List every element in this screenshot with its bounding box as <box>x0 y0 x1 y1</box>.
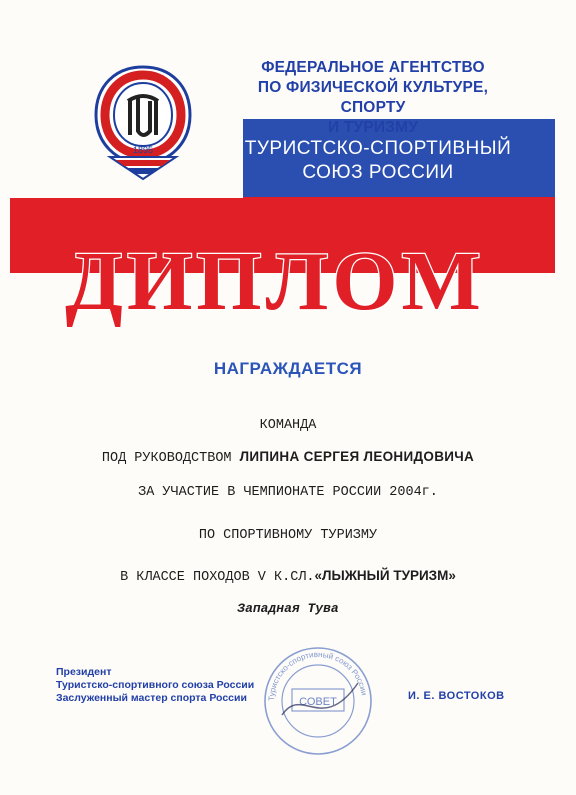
class-line <box>0 568 576 585</box>
class-prefix: В КЛАССЕ ПОХОДОВ V К.СЛ. <box>120 570 315 585</box>
stamp-center-text: СОВЕТ <box>299 696 337 708</box>
logo-year: 1895 <box>132 145 154 155</box>
leader-line <box>0 449 576 466</box>
agency-line: ПО ФИЗИЧЕСКОЙ КУЛЬТУРЕ, СПОРТУ <box>257 79 489 116</box>
awarded-heading: НАГРАЖДАЕТСЯ <box>213 359 363 378</box>
diploma-title-text: ДИПЛОМ <box>65 235 485 328</box>
president-line: Президент <box>56 666 112 678</box>
sport-line: ПО СПОРТИВНОМУ ТУРИЗМУ <box>198 528 378 543</box>
agency-line: И ТУРИЗМУ <box>327 119 419 136</box>
stamp-seal <box>262 645 374 757</box>
union-line: ТУРИСТСКО-СПОРТИВНЫЙ <box>244 138 512 159</box>
participation-line: ЗА УЧАСТИЕ В ЧЕМПИОНАТЕ РОССИИ 2004г. <box>138 485 438 500</box>
region-line: Западная Тува <box>237 601 339 616</box>
president-line: Туристско-спортивного союза России <box>56 679 255 691</box>
union-line: СОЮЗ РОССИИ <box>302 162 454 183</box>
class-name: «ЛЫЖНЫЙ ТУРИЗМ» <box>314 568 456 583</box>
agency-name <box>253 58 493 138</box>
emblem-icon <box>90 61 196 191</box>
leader-prefix: ПОД РУКОВОДСТВОМ <box>101 451 240 466</box>
stamp-ring-text: Туристско-спортивный союз России <box>266 649 369 702</box>
leader-name: ЛИПИНА СЕРГЕЯ ЛЕОНИДОВИЧА <box>239 449 475 464</box>
team-line: КОМАНДА <box>259 418 317 433</box>
signer-name: И. Е. ВОСТОКОВ <box>408 690 505 702</box>
president-line: Заслуженный мастер спорта России <box>56 692 247 704</box>
president-block <box>56 666 254 705</box>
agency-line: ФЕДЕРАЛЬНОЕ АГЕНТСТВО <box>261 59 485 76</box>
union-name <box>243 137 513 185</box>
diploma-title <box>65 235 485 328</box>
